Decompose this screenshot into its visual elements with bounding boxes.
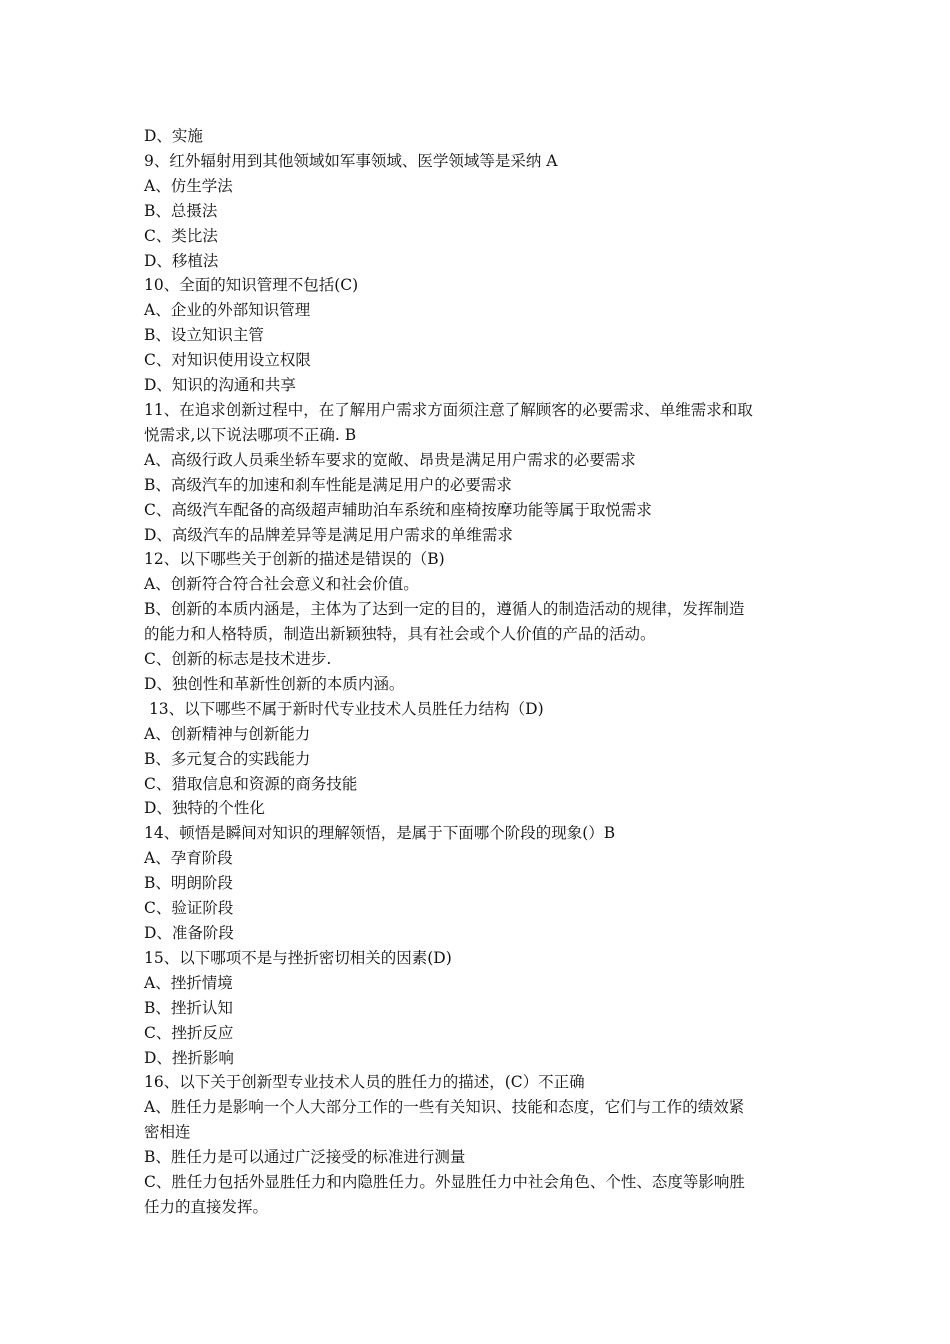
option-line: C、挫折反应: [144, 1023, 234, 1042]
option-line: D、准备阶段: [144, 924, 234, 942]
question-9: 9、红外辐射用到其他领域如军事领域、医学领域等是采纳 A: [144, 151, 558, 170]
question-13: 13、以下哪些不属于新时代专业技术人员胜任力结构（D): [144, 699, 544, 718]
question-10: 10、全面的知识管理不包括(C): [144, 276, 359, 295]
question-11: 11、在追求创新过程中，在了解用户需求方面须注意了解顾客的必要需求、单维需求和取: [144, 400, 753, 419]
option-line: D、移植法: [144, 251, 219, 270]
option-line: B、设立知识主管: [144, 326, 264, 345]
question-12: 12、以下哪些关于创新的描述是错误的（B): [144, 550, 445, 569]
option-line: D、挫折影响: [144, 1048, 234, 1067]
option-line: A、创新符合符合社会意义和社会价值。: [144, 575, 419, 594]
option-line: B、多元复合的实践能力: [144, 749, 311, 768]
option-line: C、猎取信息和资源的商务技能: [144, 774, 358, 793]
option-line: A、胜任力是影响一个人大部分工作的一些有关知识、技能和态度，它们与工作的绩效紧: [144, 1098, 745, 1117]
option-line: C、类比法: [144, 226, 218, 245]
option-line: C、验证阶段: [144, 899, 234, 918]
option-line: A、企业的外部知识管理: [144, 301, 311, 320]
option-line-cont: 的能力和人格特质，制造出新颖独特，具有社会或个人价值的产品的活动。: [144, 625, 656, 644]
question-16: 16、以下关于创新型专业技术人员的胜任力的描述，(C）不正确: [144, 1073, 585, 1092]
option-line: B、挫折认知: [144, 998, 233, 1017]
option-line: D、知识的沟通和共享: [144, 376, 296, 395]
question-14: 14、顿悟是瞬间对知识的理解领悟，是属于下面哪个阶段的现象(）B: [144, 824, 616, 843]
option-line: A、挫折情境: [144, 973, 233, 992]
option-line-cont: 密相连: [144, 1123, 191, 1142]
option-line: B、明朗阶段: [144, 874, 233, 893]
text-line: D、实施: [144, 127, 203, 145]
option-line: B、总摄法: [144, 201, 218, 220]
option-line: D、独特的个性化: [144, 799, 265, 818]
option-line: D、独创性和革新性创新的本质内涵。: [144, 674, 405, 693]
option-line: C、胜任力包括外显胜任力和内隐胜任力。外显胜任力中社会角色、个性、态度等影响胜: [144, 1173, 745, 1192]
option-line: B、胜任力是可以通过广泛接受的标准进行测量: [144, 1148, 466, 1167]
question-11-cont: 悦需求,以下说法哪项不正确. B: [144, 425, 357, 444]
question-15: 15、以下哪项不是与挫折密切相关的因素(D): [144, 948, 452, 967]
option-line: A、创新精神与创新能力: [144, 724, 311, 743]
option-line: A、高级行政人员乘坐轿车要求的宽敞、昂贵是满足用户需求的必要需求: [144, 450, 636, 469]
option-line: D、高级汽车的品牌差异等是满足用户需求的单维需求: [144, 525, 513, 544]
option-line: C、对知识使用设立权限: [144, 351, 311, 370]
option-line: C、高级汽车配备的高级超声辅助泊车系统和座椅按摩功能等属于取悦需求: [144, 500, 652, 519]
option-line-cont: 任力的直接发挥。: [144, 1197, 269, 1216]
option-line: A、孕育阶段: [144, 849, 233, 868]
option-line: A、仿生学法: [144, 176, 233, 195]
document-body: [144, 124, 814, 1220]
option-line: C、创新的标志是技术进步.: [144, 650, 332, 669]
option-line: B、创新的本质内涵是，主体为了达到一定的目的，遵循人的制造活动的规律，发挥制造: [144, 600, 745, 619]
option-line: B、高级汽车的加速和刹车性能是满足用户的必要需求: [144, 475, 512, 494]
